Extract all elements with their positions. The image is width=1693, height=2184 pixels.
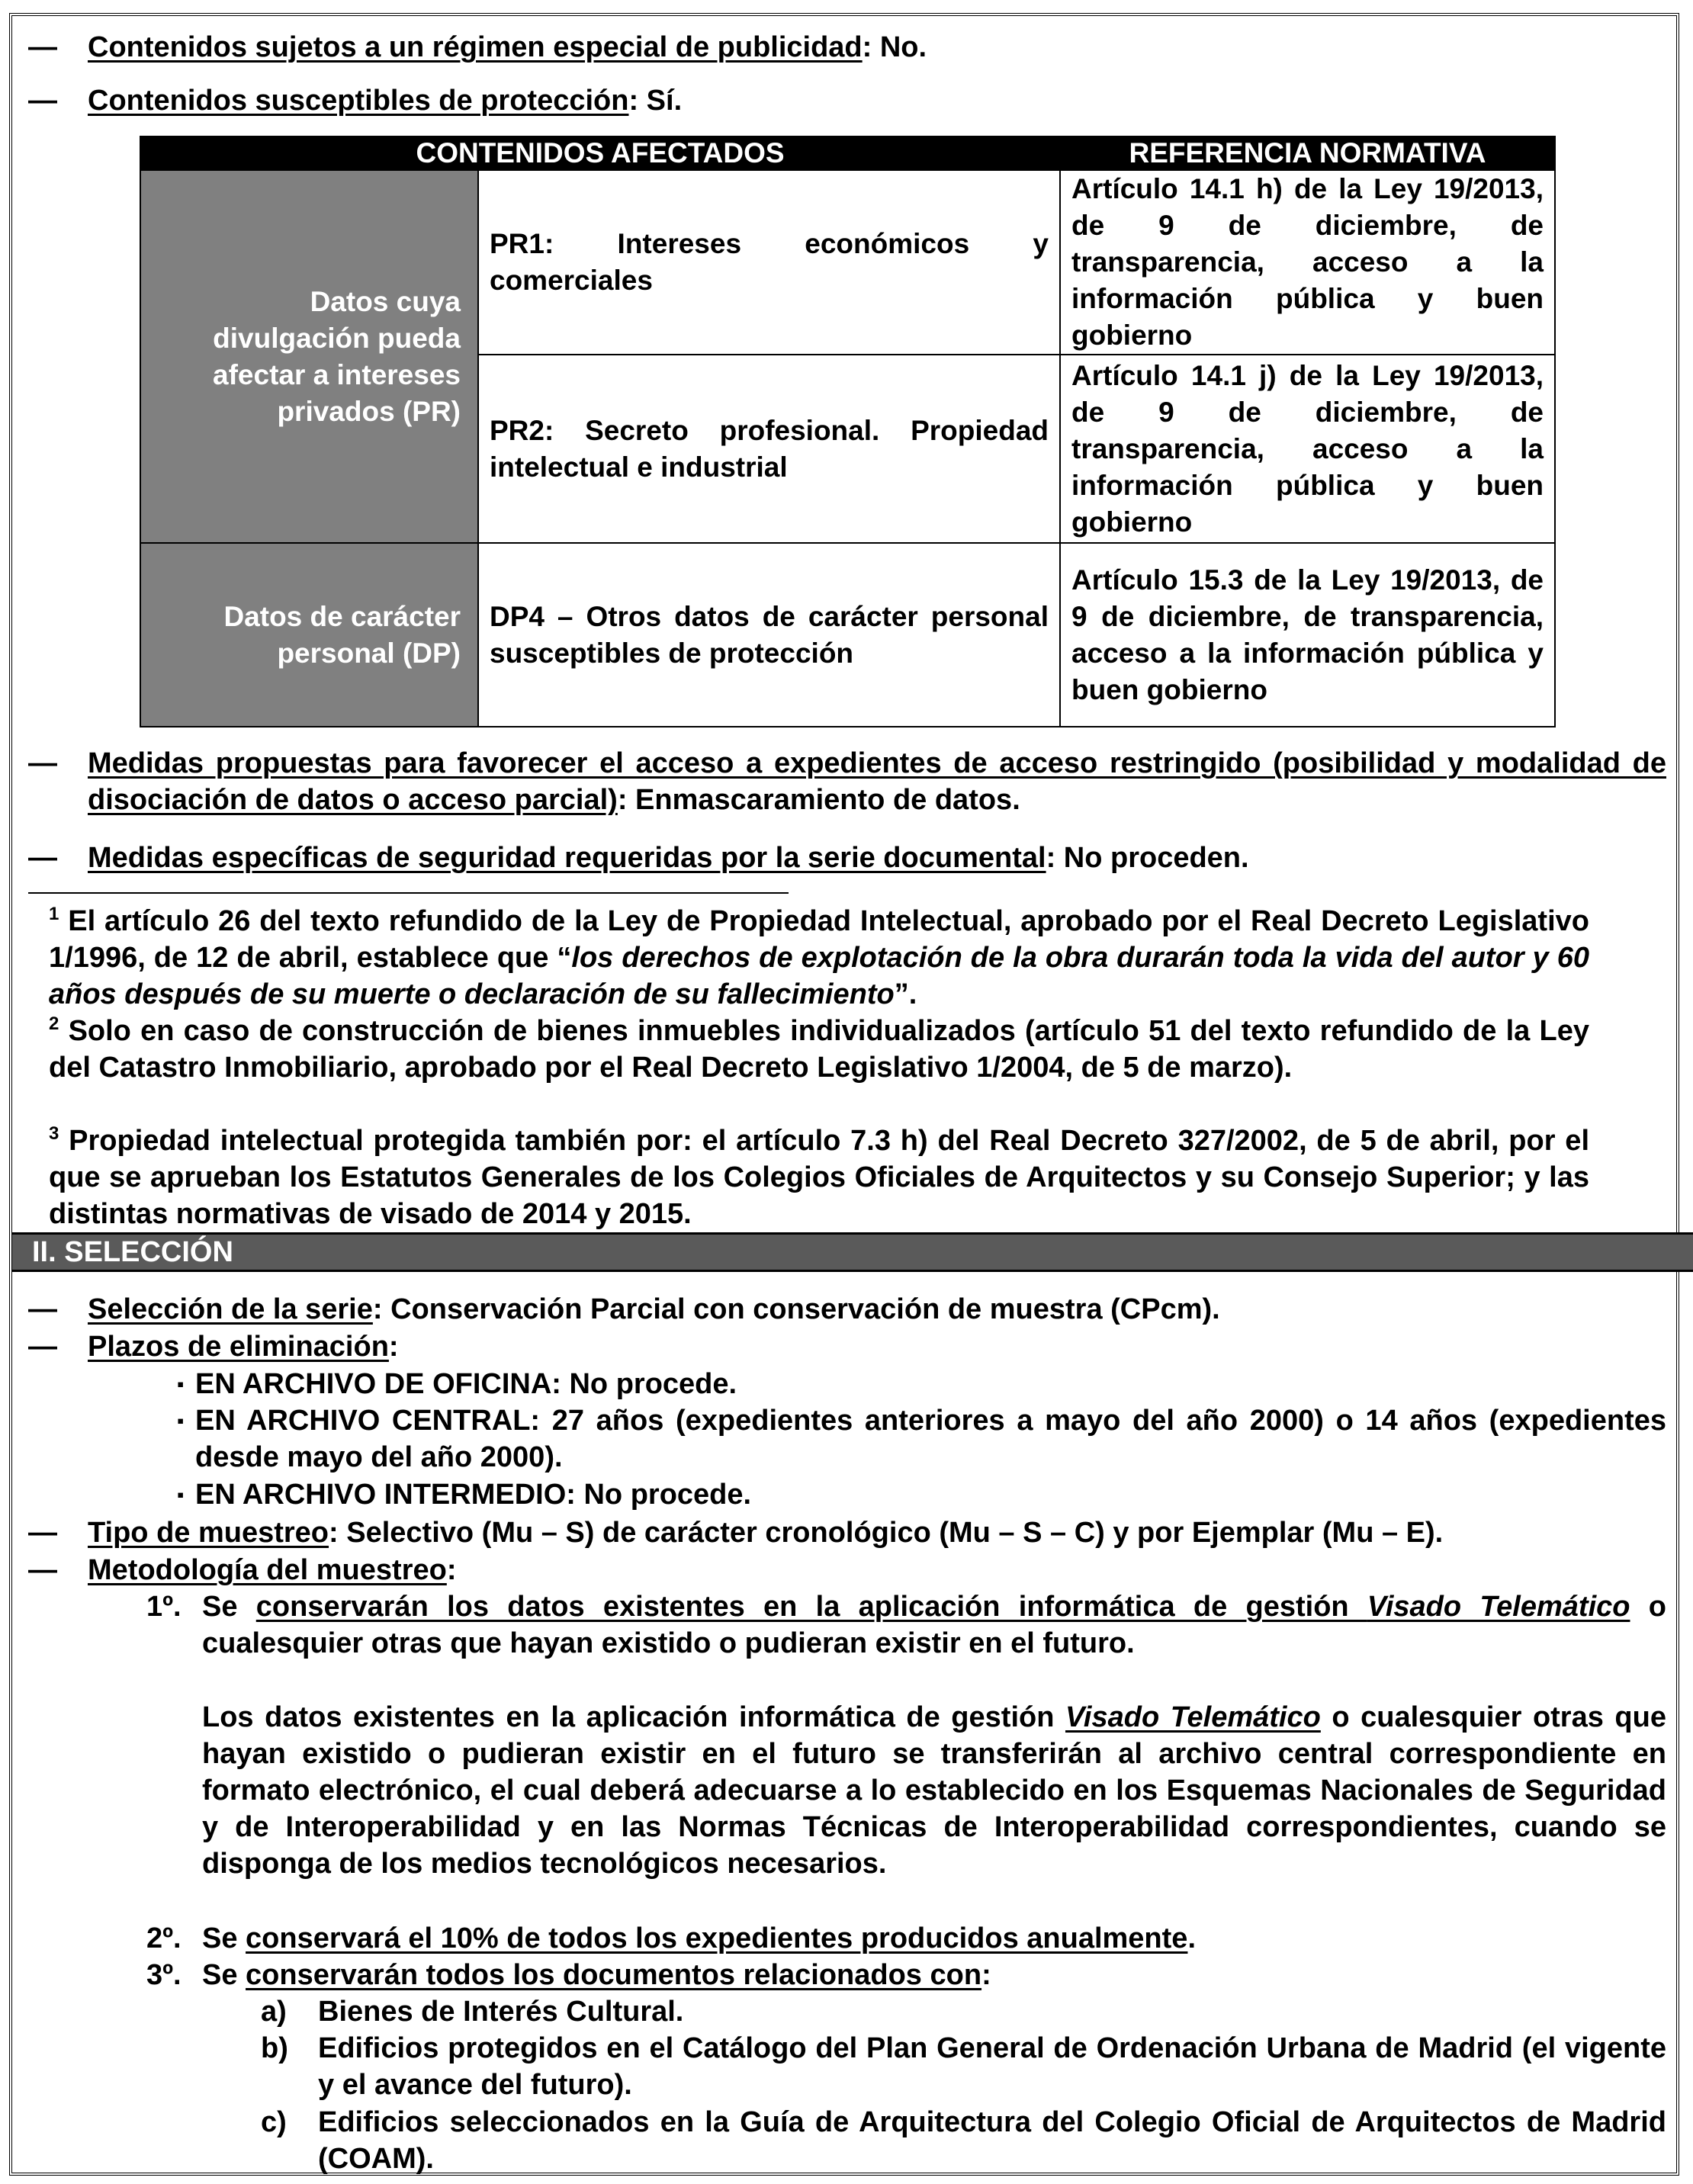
step-1-paragraph (202, 1699, 1666, 1882)
bullet-text: EN ARCHIVO INTERMEDIO: No procede. (195, 1479, 752, 1511)
reference-cell: Artículo 15.3 de la Ley 19/2013, de 9 de diciembre, de transparencia, acceso a la información pública y buen gobierno (1060, 543, 1555, 727)
step-text: Se (202, 1922, 246, 1954)
dash-marker: — (28, 842, 57, 874)
footnote-number: 3 (49, 1123, 59, 1144)
content-cell: PR2: Secreto profesional. Propiedad intelectual e industrial (478, 355, 1060, 543)
table-row (140, 543, 1555, 727)
item-plazos (28, 1328, 1666, 1365)
reference-cell: Artículo 14.1 j) de la Ley 19/2013, de 9 de diciembre, de transparencia, acceso a la información pública y buen gobierno (1060, 355, 1555, 543)
footnote-3 (49, 1123, 1589, 1232)
bullet-text: EN ARCHIVO CENTRAL: 27 años (expedientes anteriores a mayo del año 2000) o 14 años (expedientes desde mayo del año 2000). (195, 1405, 1666, 1473)
step-text-end: o cualesquier otras que hayan existido o pudieran existir en el futuro. (202, 1591, 1666, 1659)
dash-marker: — (28, 1517, 57, 1549)
item-label: Contenidos susceptibles de protección (88, 85, 629, 117)
content-cell: DP4 – Otros datos de carácter personal susceptibles de protección (478, 543, 1060, 727)
dash-marker: — (28, 31, 57, 63)
bullet-item (177, 1402, 1666, 1476)
step-text: Se (202, 1959, 246, 1991)
item-value: : No. (862, 31, 927, 63)
content-cell: PR1: Intereses económicos y comerciales (478, 170, 1060, 355)
item-metodologia (28, 1552, 1666, 1588)
footnote-number: 1 (49, 904, 59, 924)
bullet-item (177, 1476, 1666, 1513)
step-app-name: Visado Telemático (1367, 1591, 1630, 1623)
item-value: : Enmascaramiento de datos. (617, 784, 1020, 816)
paragraph-text-end: o cualesquier otras que hayan existido o pudieran existir en el futuro se transferirán al archivo central correspondiente en formato electrónico, el cual deberá adecuarse a lo establecido en los Esquemas Nacionales de Seguridad y de Interoperabilidad y en las Normas Técnicas de Interoperabilidad correspondientes, cuando se disponga de los medios tecnológicos necesarios. (202, 1701, 1666, 1880)
footnote-1 (49, 903, 1589, 1013)
item-label: Metodología del muestreo (88, 1554, 447, 1586)
item-medidas-acceso (28, 745, 1666, 818)
step-3 (146, 1957, 1666, 1993)
step-number: 2º. (146, 1922, 182, 1954)
item-value: : Selectivo (Mu – S) de carácter cronológico (Mu – S – C) y por Ejemplar (Mu – E). (329, 1517, 1444, 1549)
square-bullet-icon: ▪ (177, 1373, 185, 1396)
dash-marker: — (28, 85, 57, 117)
dash-marker: — (28, 747, 57, 779)
item-value: : No proceden. (1046, 842, 1249, 874)
step-underlined: conservarán todos los documentos relacionados con (246, 1959, 982, 1991)
item-label: Medidas propuestas para favorecer el acceso a expedientes de acceso restringido (posibilidad y modalidad de disociación de datos o acceso parcial) (88, 747, 1666, 816)
subitem-c (261, 2104, 1666, 2177)
item-label: Tipo de muestreo (88, 1517, 329, 1549)
subitem-marker: c) (261, 2106, 287, 2138)
reference-cell: Artículo 14.1 h) de la Ley 19/2013, de 9 de diciembre, de transparencia, acceso a la información pública y buen gobierno (1060, 170, 1555, 355)
step-text-end: : (981, 1959, 991, 1991)
header-referencia: REFERENCIA NORMATIVA (1060, 136, 1555, 170)
step-underlined: conservarán los datos existentes en la aplicación informática de gestión (255, 1591, 1367, 1623)
item-label: Contenidos sujetos a un régimen especial de publicidad (88, 31, 863, 63)
step-number: 1º. (146, 1591, 182, 1623)
item-value: : Conservación Parcial con conservación de muestra (CPcm). (372, 1293, 1220, 1325)
bullet-text: EN ARCHIVO DE OFICINA: No procede. (195, 1368, 737, 1400)
item-tipo-muestreo (28, 1514, 1666, 1551)
step-text: Se (202, 1591, 256, 1623)
footnote-quote: los derechos de explotación de la obra durarán toda la vida del autor y 60 años después de su muerte o declaración de su fallecimiento (49, 942, 1589, 1010)
item-label: Selección de la serie (88, 1293, 373, 1325)
item-regimen-publicidad (28, 29, 1666, 66)
subitem-text: Bienes de Interés Cultural. (318, 1996, 684, 2028)
item-label: Medidas específicas de seguridad requeridas por la serie documental (88, 842, 1046, 874)
footnote-text: Solo en caso de construcción de bienes inmuebles individualizados (artículo 51 del texto refundido de la Ley del Catastro Inmobiliario, aprobado por el Real Decreto Legislativo 1/2004, de 5 de marzo). (49, 1015, 1589, 1084)
category-cell: Datos de carácter personal (DP) (140, 543, 478, 727)
subitem-b (261, 2030, 1666, 2103)
paragraph-text: Los datos existentes en la aplicación informática de gestión (202, 1701, 1065, 1733)
subitem-text: Edificios seleccionados en la Guía de Arquitectura del Colegio Oficial de Arquitectos de Madrid (COAM). (318, 2106, 1666, 2175)
item-value: : (388, 1331, 399, 1363)
dash-marker: — (28, 1554, 57, 1586)
square-bullet-icon: ▪ (177, 1483, 185, 1506)
item-value: : (446, 1554, 457, 1586)
square-bullet-icon: ▪ (177, 1409, 185, 1432)
subitem-a (261, 1993, 1666, 2030)
item-contenidos-proteccion (28, 82, 1666, 119)
protection-table (140, 136, 1556, 727)
category-cell: Datos cuya divulgación pueda afectar a intereses privados (PR) (140, 170, 478, 543)
bullet-item (177, 1366, 1666, 1402)
dash-marker: — (28, 1293, 57, 1325)
paragraph-app-name: Visado Telemático (1065, 1701, 1321, 1733)
footnote-number: 2 (49, 1013, 59, 1034)
table-row (140, 170, 1555, 355)
item-value: : Sí. (628, 85, 683, 117)
footnote-text-end: ”. (894, 978, 917, 1010)
footnote-text: El artículo 26 del texto refundido de la Ley de Propiedad Intelectual, aprobado por el Real Decreto Legislativo 1/1996, de 12 de abril, establece que “ (49, 905, 1589, 974)
section-header-seleccion: II. SELECCIÓN (12, 1232, 1693, 1272)
step-2 (146, 1920, 1666, 1957)
subitem-marker: b) (261, 2032, 288, 2064)
step-number: 3º. (146, 1959, 182, 1991)
footnote-text: Propiedad intelectual protegida también por: el artículo 7.3 h) del Real Decreto 327/2002, de 5 de abril, por el que se aprueban los Estatutos Generales de los Colegios Oficiales de Arquitectos y su Consejo Superior; y las distintas normativas de visado de 2014 y 2015. (49, 1125, 1589, 1230)
item-seleccion-serie (28, 1291, 1666, 1328)
step-underlined: conservará el 10% de todos los expedientes producidos anualmente (246, 1922, 1188, 1954)
table-header-row (140, 136, 1555, 170)
footnote-separator (28, 892, 789, 894)
item-label: Plazos de eliminación (88, 1331, 389, 1363)
header-contenidos: CONTENIDOS AFECTADOS (140, 136, 1060, 170)
step-text-end: . (1187, 1922, 1196, 1954)
dash-marker: — (28, 1331, 57, 1363)
step-1 (146, 1588, 1666, 1662)
subitem-marker: a) (261, 1996, 287, 2028)
item-medidas-seguridad (28, 840, 1666, 876)
subitem-text: Edificios protegidos en el Catálogo del Plan General de Ordenación Urbana de Madrid (el vigente y el avance del futuro). (318, 2032, 1666, 2101)
footnote-2 (49, 1013, 1589, 1086)
